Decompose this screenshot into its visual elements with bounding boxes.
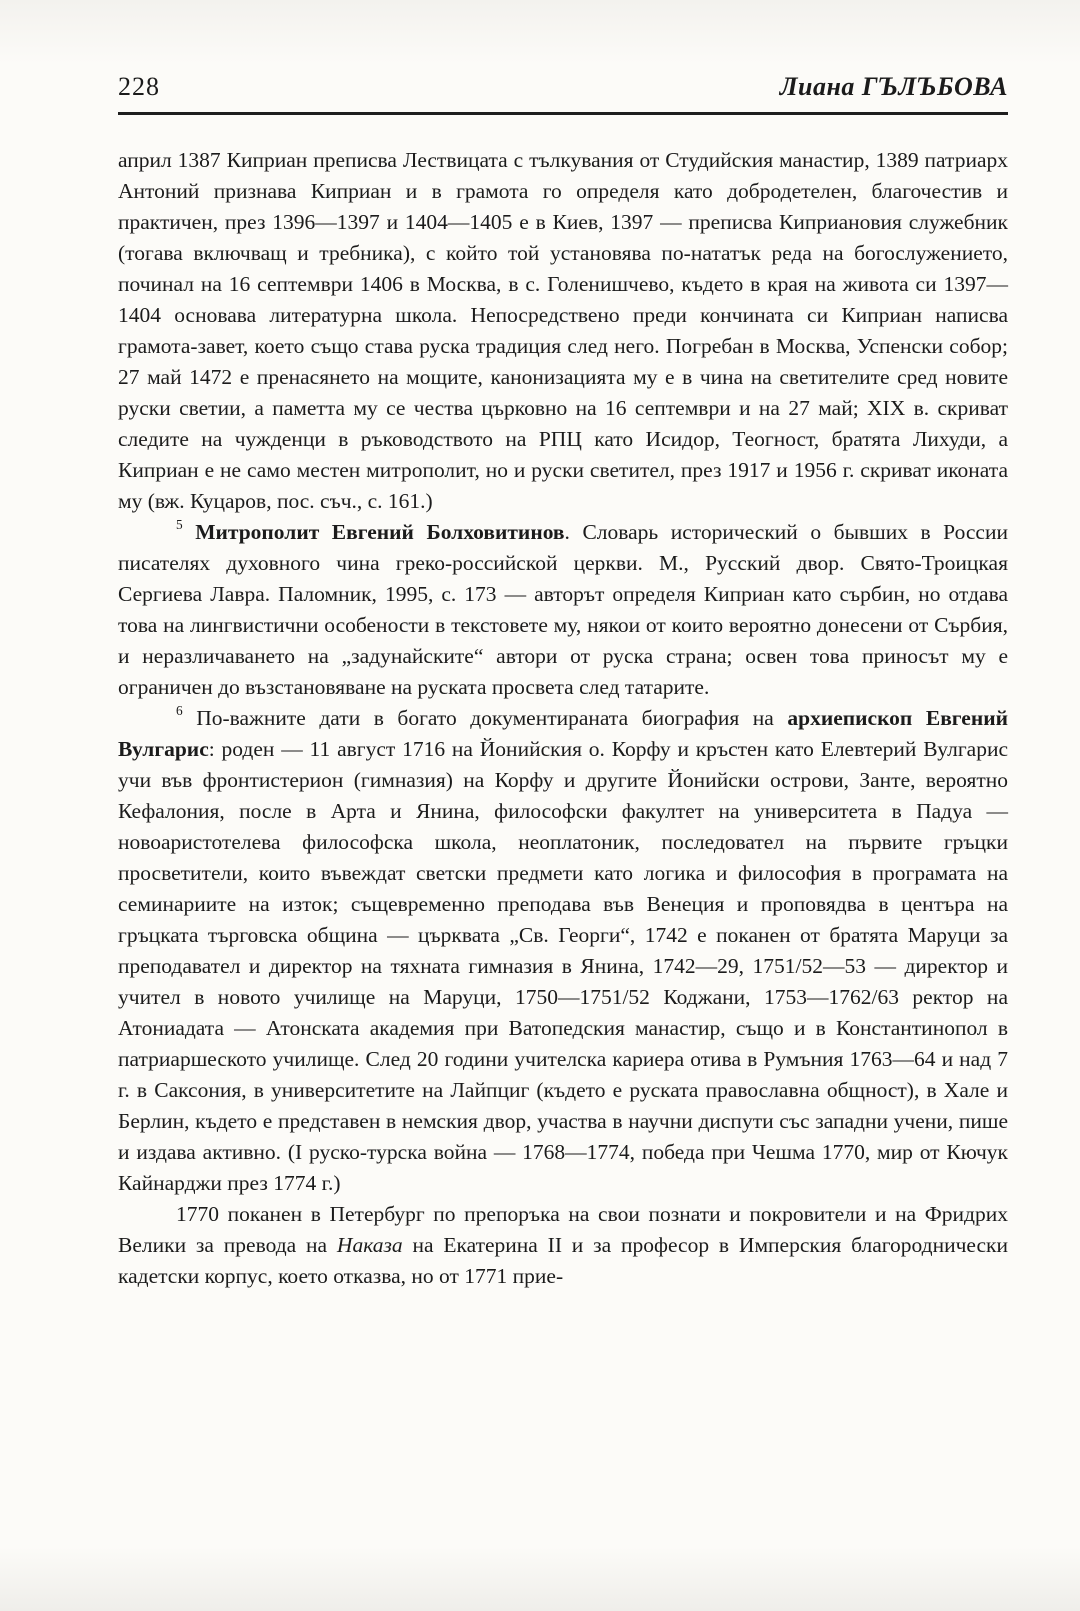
page-header <box>118 72 1008 115</box>
paragraph <box>118 703 1008 1199</box>
paragraph <box>118 1199 1008 1292</box>
text-segment: на Екатерина II и за професор в Имперския благороднически кадетски корпус, което отказва, но от 1771 прие- <box>118 1233 1008 1288</box>
text-segment: По-важните дати в богато документираната биография на <box>182 706 788 730</box>
paragraph <box>118 145 1008 517</box>
footnote-marker: 5 <box>176 516 183 532</box>
paragraph <box>118 517 1008 703</box>
page-number: 228 <box>118 72 160 101</box>
text-segment: Митрополит Евгений Болховитинов <box>182 520 565 544</box>
header-author: Лиана ГЪЛЪБОВА <box>779 72 1008 101</box>
text-body <box>118 145 1008 1292</box>
text-segment: : роден — 11 август 1716 на Йонийския о. Корфу и кръстен като Елевтерий Вулгарис учи във фронтистерион (гимназия) на Корфу и другите Йонийски острови, Занте, вероятно Кефалония, после в Арта и Янина, философски факултет на университета в Падуа — новоаристотелева философска школа, неоплатоник, последовател на първите гръцки просветители, които въвеждат светски предмети като логика и философия в програмата на семинариите на изток; същевременно преподава във Венеция и проповядва в центъра на гръцката търговска община — църквата „Св. Георги“, 1742 е поканен от братята Маруци за преподавател и директор на тяхната гимназия в Янина, 1742—29, 1751/52—53 — директор и учител в новото училище на Маруци, 1750—1751/52 Коджани, 1753—1762/63 ректор на Атониадата — Атонската академия при Ватопедския манастир, също и в Константинопол в патриаршеското училище. След 20 години учителска кариера отива в Румъния 1763—64 и над 7 г. в Саксония, в университетите на Лайпциг (където е руската православна общност), в Хале и Берлин, където е представен в немския двор, участва в научни диспути със западни учени, пише и издава активно. (I руско-турска война — 1768—1774, победа при Чешма 1770, мир от Кючук Кайнарджи през 1774 г.) <box>118 737 1008 1195</box>
footnote-marker: 6 <box>176 702 183 718</box>
text-segment: архиепископ Евгений Вулгарис <box>118 706 1008 761</box>
text-segment: Наказа <box>336 1233 403 1257</box>
text-segment: април 1387 Киприан преписва Лествицата с тълкувания от Студийския манастир, 1389 патриарх Антоний признава Киприан и в грамота го определя като добродетелен, благочестив и практичен, през 1396—1397 и 1404—1405 е в Киев, 1397 — преписва Киприановия служебник (тогава включващ и требника), с който той установява по-нататък реда на богослужението, починал на 16 септември 1406 в Москва, в с. Голенишчево, където в края на живота си 1397—1404 основава литературна школа. Непосредствено преди кончината си Киприан написва грамота-завет, което също става руска традиция след него. Погребан в Москва, Успенски собор; 27 май 1472 е пренасянето на мощите, канонизацията му е в чина на светителите сред новите руски светии, а паметта му се чества църковно на 16 септември и на 27 май; XIX в. скриват следите на чужденци в ръководството на РПЦ като Исидор, Теогност, братята Лихуди, а Киприан е не само местен митрополит, но и руски светител, през 1917 и 1956 г. скриват иконата му (вж. Куцаров, пос. съч., с. 161.) <box>118 148 1008 513</box>
text-segment: . Словарь исторический о бывших в России писателях духовного чина греко-российской церкви. М., Русский двор. Свято-Троицкая Сергиева Лавра. Паломник, 1995, с. 173 — авторът определя Киприан като сърбин, но отдава това на лингвистични особености в текстовете му, някои от които вероятно донесени от Сърбия, и неразличаването на „задунайските“ автори от руска страна; освен това приносът му е ограничен до възстановяване на руската просвета след татарите. <box>118 520 1008 699</box>
text-segment: 1770 поканен в Петербург по препоръка на свои познати и покровители и на Фридрих Велики за превода на <box>118 1202 1008 1257</box>
